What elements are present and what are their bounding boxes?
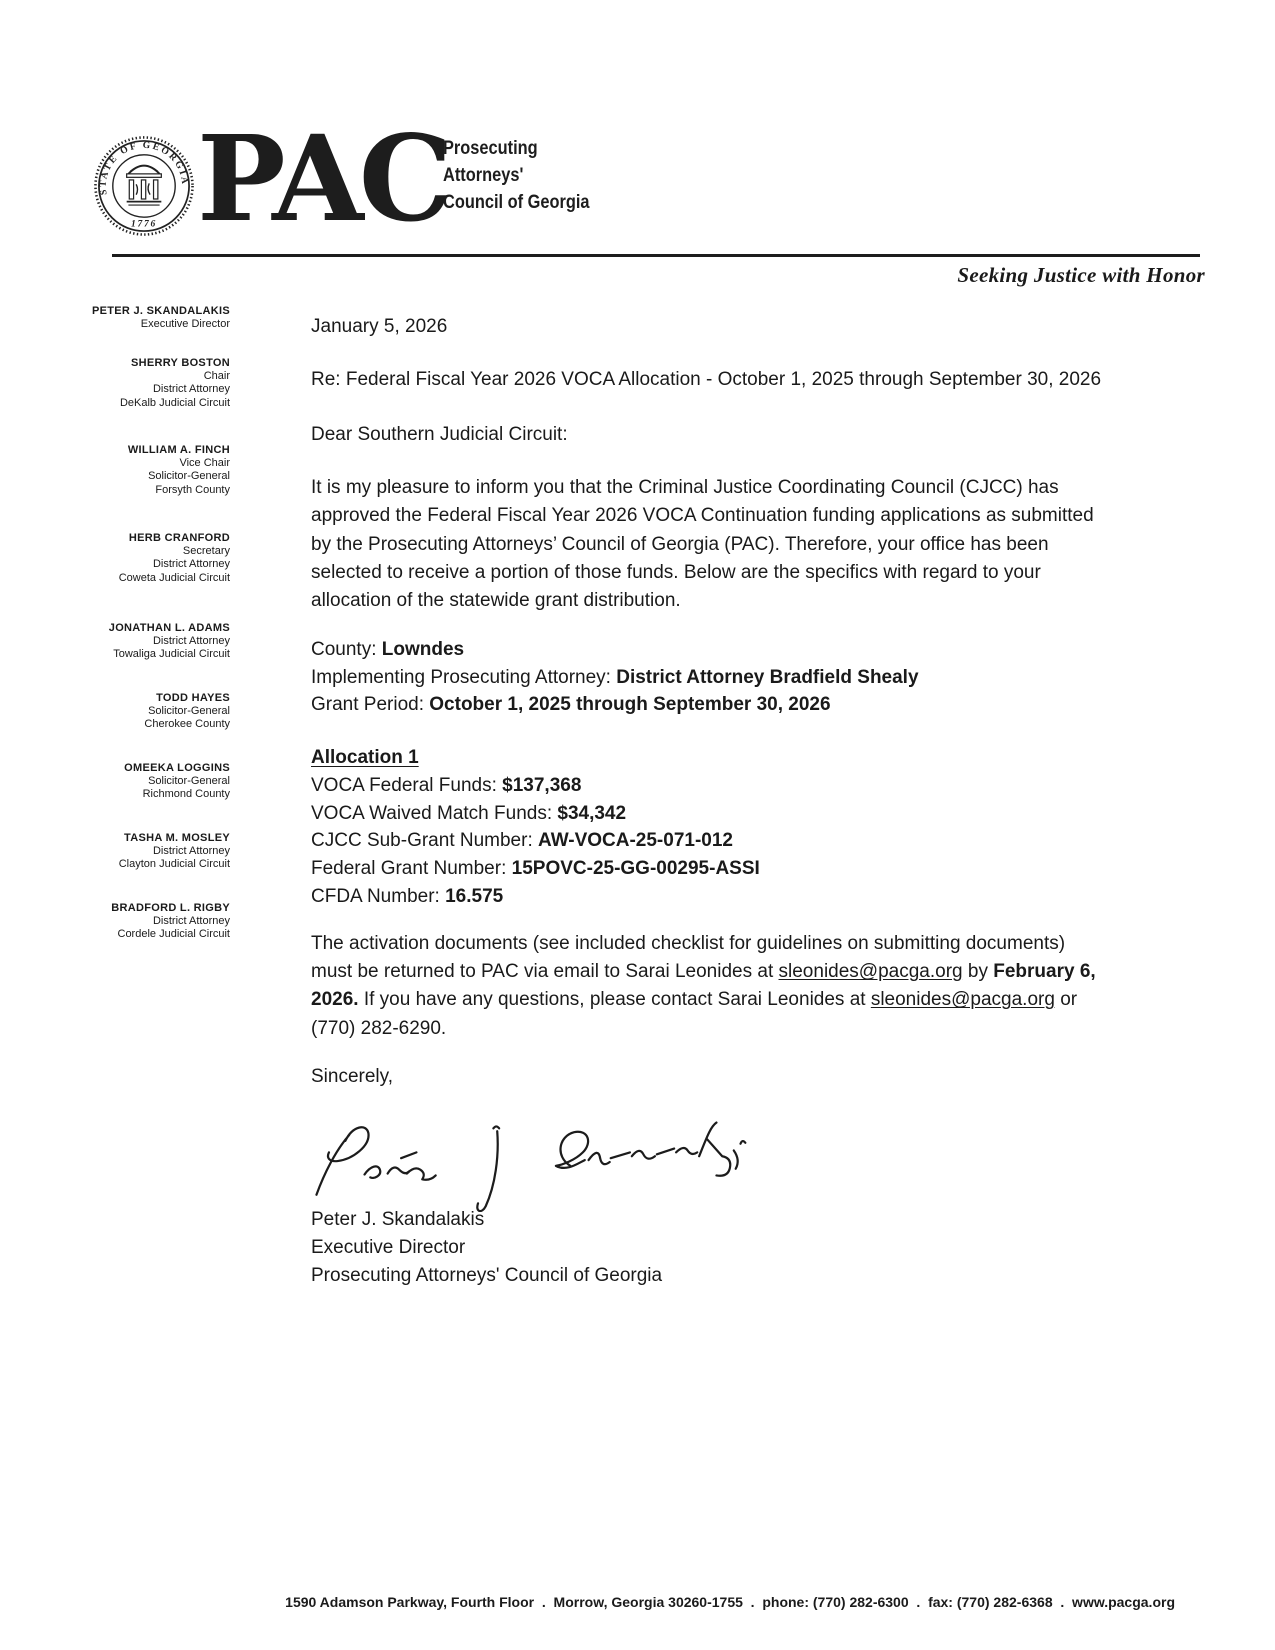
detail-label: County: [311, 639, 382, 660]
detail-value: Lowndes [381, 639, 465, 660]
letter-re-line: Re: Federal Fiscal Year 2026 VOCA Allocation - October 1, 2025 through September 30, 2026 [311, 369, 1102, 390]
board-member-title-line: Solicitor-General [148, 775, 230, 788]
board-member-title-line: Cherokee County [144, 718, 230, 731]
board-member-title-line: Cordele Judicial Circuit [117, 928, 230, 941]
seal-year-text: 1776 [131, 219, 157, 230]
allocation-line [311, 855, 760, 883]
detail-label: Implementing Prosecuting Attorney: [311, 666, 617, 688]
board-member-title-line: Solicitor-General [148, 705, 230, 718]
board-member-title-line: Executive Director [140, 318, 230, 331]
board-member-title-line: District Attorney [152, 558, 230, 571]
closing-segment: 2026. [311, 989, 359, 1011]
detail-label: Grant Period: [311, 694, 430, 715]
signer-name: Peter J. Skandalakis [311, 1209, 485, 1230]
closing-line [311, 1015, 1096, 1043]
closing-line [311, 986, 1096, 1014]
motto-tagline: Seeking Justice with Honor [957, 263, 1205, 287]
allocation-value: AW-VOCA-25-071-012 [538, 830, 733, 852]
board-member-name: WILLIAM A. FINCH [127, 444, 230, 456]
letter-paragraph-1 [311, 474, 1094, 615]
closing-segment: by [967, 961, 994, 983]
paragraph-line: allocation of the statewide grant distribution. [311, 590, 681, 612]
board-member-title-line: Solicitor-General [148, 470, 230, 483]
footer-contact-line: 1590 Adamson Parkway, Fourth Floor . Morrow, Georgia 30260-1755 . phone: (770) 282-6300 . fax: (770) 282-6368 . www.pacga.org [285, 1594, 1175, 1610]
handwritten-signature [303, 1112, 803, 1212]
board-member [20, 444, 230, 497]
closing-line [311, 958, 1096, 986]
allocation-value: $137,368 [502, 775, 582, 796]
detail-value: October 1, 2025 through September 30, 2026 [429, 694, 831, 715]
board-member-titles [20, 370, 230, 410]
pac-logo-text: PAC [197, 109, 448, 248]
allocation-label: Federal Grant Number: [311, 858, 512, 880]
closing-segment: must be returned to PAC via email to Sarai Leonides at [311, 961, 779, 983]
board-member-name: TODD HAYES [156, 692, 230, 704]
board-member-title-line: Chair [203, 370, 230, 383]
board-member-titles [20, 545, 230, 585]
board-member-title-line: Clayton Judicial Circuit [118, 858, 230, 871]
board-member-titles [20, 705, 230, 731]
org-name-line: Council of Georgia [443, 191, 590, 213]
closing-segment: or [1060, 989, 1078, 1011]
board-member-titles [20, 457, 230, 497]
paragraph-line: selected to receive a portion of those funds. Below are the specifics with regard to your [311, 561, 1041, 583]
closing-line [311, 930, 1096, 958]
allocation-item-lines [311, 772, 760, 911]
board-member-title-line: Coweta Judicial Circuit [118, 571, 230, 584]
board-member-titles [20, 635, 230, 661]
detail-value: District Attorney Bradfield Shealy [616, 666, 919, 688]
georgia-state-seal [92, 134, 196, 238]
allocation-heading: Allocation 1 [311, 747, 419, 768]
board-member-name: TASHA M. MOSLEY [124, 832, 230, 844]
board-member-title-line: District Attorney [152, 915, 230, 928]
board-member-title-line: District Attorney [152, 383, 230, 396]
org-name-lines [443, 135, 590, 216]
closing-segment: (770) 282-6290. [311, 1017, 447, 1039]
paragraph-line: It is my pleasure to inform you that the Criminal Justice Coordinating Council (CJCC) has [311, 477, 1059, 498]
closing-segment: If you have any questions, please contact Sarai Leonides at [363, 989, 871, 1011]
closing-segment: The activation documents (see included checklist for guidelines on submitting documents) [311, 933, 1066, 954]
closing-paragraph [311, 930, 1096, 1043]
email-link[interactable]: sleonides@pacga.org [778, 961, 963, 983]
allocation-label: CFDA Number: [311, 885, 446, 907]
board-member-name: SHERRY BOSTON [130, 357, 230, 369]
board-member [20, 532, 230, 585]
allocation-line [311, 772, 760, 800]
board-member-title-line: District Attorney [152, 845, 230, 858]
allocation-line [311, 883, 760, 911]
board-member-title-line: Vice Chair [179, 457, 230, 470]
board-member-titles [20, 845, 230, 871]
valediction: Sincerely, [311, 1066, 394, 1087]
allocation-label: CJCC Sub-Grant Number: [311, 830, 539, 852]
signer-title: Executive Director [311, 1237, 466, 1258]
grant-detail-line [311, 664, 919, 692]
allocation-value: 16.575 [445, 885, 504, 907]
board-member-title-line: DeKalb Judicial Circuit [119, 396, 230, 409]
board-member [20, 832, 230, 872]
board-member-name: JONATHAN L. ADAMS [108, 622, 230, 634]
board-member-name: BRADFORD L. RIGBY [111, 902, 230, 914]
board-member-title-line: Secretary [182, 545, 230, 558]
paragraph-line: by the Prosecuting Attorneys’ Council of Georgia (PAC). Therefore, your office has been [311, 533, 1049, 555]
board-member-title-line: Towaliga Judicial Circuit [113, 648, 230, 661]
seal-arch-emblem [127, 166, 162, 205]
allocation-line [311, 800, 760, 828]
board-member-name: PETER J. SKANDALAKIS [91, 305, 230, 317]
grant-detail-lines [311, 636, 919, 719]
allocation-value: 15POVC-25-GG-00295-ASSI [511, 858, 760, 880]
grant-detail-line [311, 691, 919, 719]
letter-salutation: Dear Southern Judicial Circuit: [311, 424, 568, 445]
allocation-value: $34,342 [557, 802, 627, 824]
board-member-titles [20, 915, 230, 941]
closing-segment: February 6, [993, 961, 1096, 983]
allocation-label: VOCA Federal Funds: [311, 775, 503, 796]
board-member-titles [20, 318, 230, 331]
board-member-title-line: Forsyth County [155, 483, 230, 496]
signer-organization: Prosecuting Attorneys' Council of Georgia [311, 1265, 663, 1286]
org-name-line: Prosecuting [443, 137, 538, 159]
seal-top-text: STATE OF GEORGIA [98, 140, 190, 196]
org-name-line: Attorneys' [443, 164, 524, 186]
email-link[interactable]: sleonides@pacga.org [870, 989, 1055, 1011]
board-member [20, 762, 230, 802]
board-member-name: HERB CRANFORD [128, 532, 230, 544]
board-member [20, 622, 230, 662]
allocation-line [311, 827, 760, 855]
board-member-title-line: Richmond County [142, 788, 230, 801]
board-member-titles [20, 775, 230, 801]
board-member-name: OMEEKA LOGGINS [124, 762, 230, 774]
letter-date: January 5, 2026 [311, 316, 448, 337]
board-member-title-line: District Attorney [152, 635, 230, 648]
paragraph-line: approved the Federal Fiscal Year 2026 VOCA Continuation funding applications as submitted [311, 505, 1094, 527]
grant-detail-line [311, 636, 919, 664]
board-member [20, 305, 230, 331]
board-member [20, 357, 230, 410]
header-divider [112, 254, 1200, 257]
board-member [20, 902, 230, 942]
allocation-label: VOCA Waived Match Funds: [311, 802, 558, 824]
board-member [20, 692, 230, 732]
